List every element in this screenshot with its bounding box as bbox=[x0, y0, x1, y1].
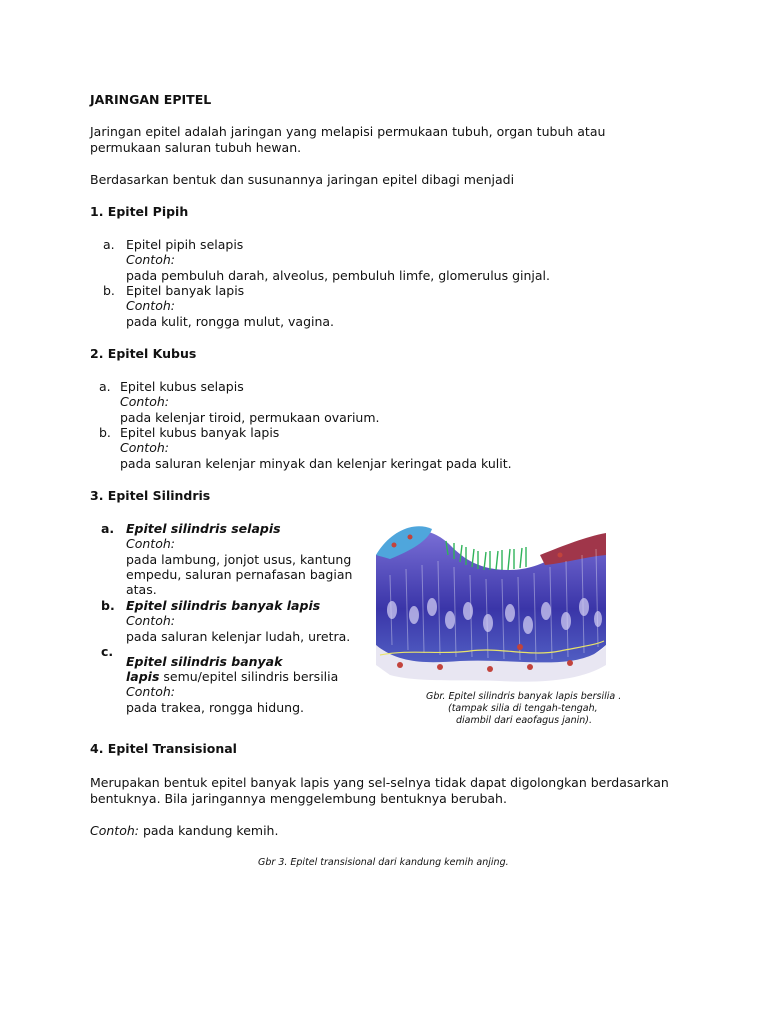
kubus-a-contoh: Contoh: bbox=[120, 394, 169, 409]
silindris-c-name-1: Epitel silindris banyak bbox=[126, 654, 283, 669]
list-marker: c. bbox=[101, 644, 114, 659]
silindris-a-contoh: Contoh: bbox=[126, 536, 175, 551]
pipih-a-example: pada pembuluh darah, alveolus, pembuluh limfe, glomerulus ginjal. bbox=[126, 268, 550, 283]
silindris-c-name-2 bbox=[126, 669, 338, 685]
kubus-b-name: Epitel kubus banyak lapis bbox=[120, 425, 280, 440]
intro-line-2: permukaan saluran tubuh hewan. bbox=[90, 140, 302, 155]
heading-epitel-pipih: 1. Epitel Pipih bbox=[90, 204, 189, 219]
silindris-c-contoh: Contoh: bbox=[126, 684, 175, 699]
silindris-a-example-3: atas. bbox=[126, 582, 157, 597]
list-marker: a. bbox=[99, 379, 111, 394]
list-marker: b. bbox=[101, 598, 115, 613]
figure-caption-silindris-1: Gbr. Epitel silindris banyak lapis bersilia . bbox=[426, 691, 622, 702]
heading-epitel-transisional: 4. Epitel Transisional bbox=[90, 741, 237, 756]
heading-epitel-kubus: 2. Epitel Kubus bbox=[90, 346, 197, 361]
silindris-a-example-1: pada lambung, jonjot usus, kantung bbox=[126, 552, 352, 567]
pipih-b-name: Epitel banyak lapis bbox=[126, 283, 245, 298]
epithelium-illustration bbox=[370, 515, 614, 685]
intro-line-1: Jaringan epitel adalah jaringan yang melapisi permukaan tubuh, organ tubuh atau bbox=[90, 124, 606, 139]
page-title: JARINGAN EPITEL bbox=[90, 92, 212, 107]
silindris-a-name: Epitel silindris selapis bbox=[126, 521, 281, 536]
silindris-b-name: Epitel silindris banyak lapis bbox=[126, 598, 321, 613]
kubus-a-name: Epitel kubus selapis bbox=[120, 379, 244, 394]
list-marker: b. bbox=[103, 283, 115, 298]
silindris-b-example: pada saluran kelenjar ludah, uretra. bbox=[126, 629, 351, 644]
silindris-b-contoh: Contoh: bbox=[126, 613, 175, 628]
pipih-a-name: Epitel pipih selapis bbox=[126, 237, 244, 252]
list-marker: a. bbox=[103, 237, 115, 252]
figure-caption-transisional: Gbr 3. Epitel transisional dari kandung kemih anjing. bbox=[258, 857, 509, 868]
pipih-a-contoh: Contoh: bbox=[126, 252, 175, 267]
figure-caption-silindris-3: diambil dari eaofagus janin). bbox=[456, 715, 593, 726]
transisional-desc-2: bentuknya. Bila jaringannya menggelembung bentuknya berubah. bbox=[90, 791, 507, 806]
silindris-c-name-bold: lapis bbox=[126, 669, 160, 684]
kubus-b-contoh: Contoh: bbox=[120, 440, 169, 455]
silindris-a-example-2: empedu, saluran pernafasan bagian bbox=[126, 567, 353, 582]
silindris-c-example: pada trakea, rongga hidung. bbox=[126, 700, 304, 715]
silindris-c-name-rest: semu/epitel silindris bersilia bbox=[159, 669, 339, 684]
list-marker: a. bbox=[101, 521, 115, 536]
transisional-example-text: pada kandung kemih. bbox=[138, 823, 279, 838]
heading-epitel-silindris: 3. Epitel Silindris bbox=[90, 488, 211, 503]
list-marker: b. bbox=[99, 425, 111, 440]
pipih-b-contoh: Contoh: bbox=[126, 298, 175, 313]
transisional-contoh: Contoh: bbox=[90, 823, 139, 838]
division-text: Berdasarkan bentuk dan susunannya jaringan epitel dibagi menjadi bbox=[90, 172, 515, 187]
figure-caption-silindris-2: (tampak silia di tengah-tengah, bbox=[448, 703, 598, 714]
transisional-example bbox=[90, 823, 278, 839]
pipih-b-example: pada kulit, rongga mulut, vagina. bbox=[126, 314, 335, 329]
kubus-a-example: pada kelenjar tiroid, permukaan ovarium. bbox=[120, 410, 380, 425]
kubus-b-example: pada saluran kelenjar minyak dan kelenjar keringat pada kulit. bbox=[120, 456, 512, 471]
transisional-desc-1: Merupakan bentuk epitel banyak lapis yang sel-selnya tidak dapat digolongkan berdasarkan bbox=[90, 775, 669, 790]
